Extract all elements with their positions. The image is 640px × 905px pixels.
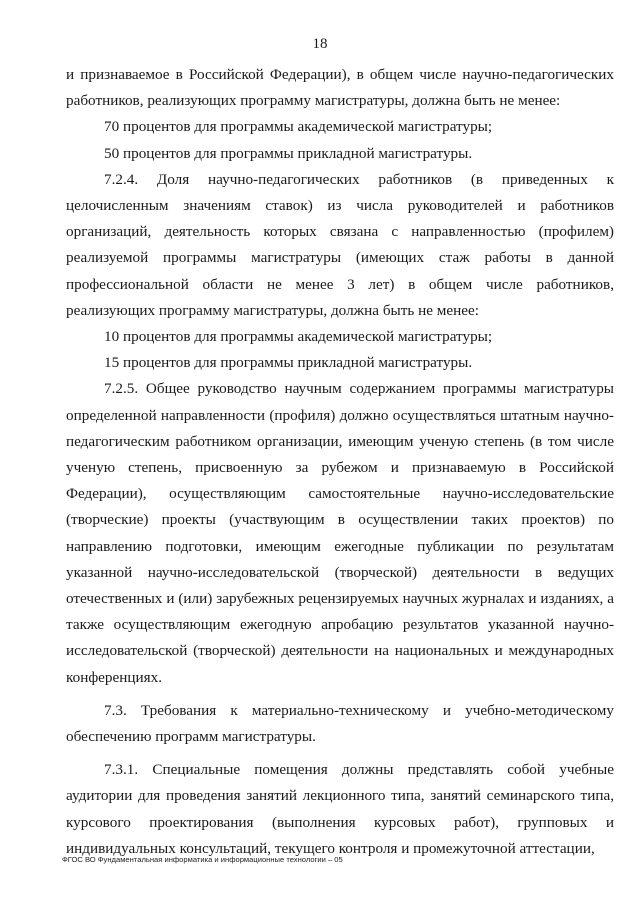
paragraph-applied-15: 15 процентов для программы прикладной магистратуры. xyxy=(104,354,473,372)
paragraph-academic-70: 70 процентов для программы академической магистратуры; xyxy=(104,118,493,136)
paragraph-7-3-1: 7.3.1. Специальные помещения должны представлять собой учебные аудитории для проведения занятий лекционного типа, занятий семинарского типа, курсового проектирования (выполнения курсовых работ), групповых и индивидуальных консультаций, текущего контроля и промежуточной аттестации, xyxy=(66,761,614,857)
footer-standard-name: ФГОС ВО Фундаментальная информатика и информационные технологии – 05 xyxy=(62,855,343,864)
paragraph-continuation: и признаваемое в Российской Федерации), в общем числе научно-педагогических работников, реализующих программу магистратуры, должна быть не менее: xyxy=(66,66,614,110)
paragraph-applied-50: 50 процентов для программы прикладной магистратуры. xyxy=(104,144,473,162)
paragraph-7-3: 7.3. Требования к материально-техническому и учебно-методическому обеспечению программ магистратуры. xyxy=(66,701,614,746)
paragraph-7-2-4: 7.2.4. Доля научно-педагогических работников (в приведенных к целочисленным значениям ставок) из числа руководителей и работников организаций, деятельность которых связана с направленностью (профилем) реализуемой программы магистратуры (имеющих стаж работы в данной профессиональной области не менее 3 лет) в общем числе работников, реализующих программу магистратуры, должна быть не менее: xyxy=(66,170,614,319)
paragraph-7-2-5: 7.2.5. Общее руководство научным содержанием программы магистратуры определенной направленности (профиля) должно осуществляться штатным научно-педагогическим работником организации, имеющим ученую степень (в том числе ученую степень, присвоенную за рубежом и признаваемую в Российской Федерации), осуществляющим самостоятельные научно-исследовательские (творческие) проекты (участвующим в осуществлении таких проектов) по направлению подготовки, имеющим ежегодные публикации по результатам указанной научно-исследовательской (творческой) деятельности в ведущих отечественных и (или) зарубежных рецензируемых научных журналах и изданиях, а также осуществляющим ежегодную апробацию результатов указанной научно-исследовательской (творческой) деятельности на национальных и международных конференциях. xyxy=(66,380,614,686)
paragraph-academic-10: 10 процентов для программы академической магистратуры; xyxy=(104,328,493,346)
page-number: 18 xyxy=(312,36,328,52)
document-body xyxy=(66,62,614,862)
